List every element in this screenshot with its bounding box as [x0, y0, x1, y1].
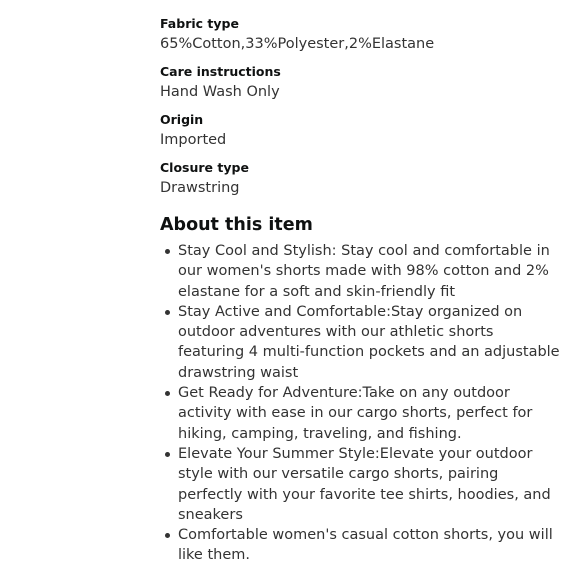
detail-fabric-type: [160, 15, 560, 55]
detail-value: Drawstring: [160, 180, 240, 196]
bullet-text: Get Ready for Adventure:Take on any outdoor activity with ease in our cargo shorts, perfect for hiking, camping, traveling, and fishing.: [178, 385, 533, 442]
bullet-dot-icon: [165, 310, 170, 315]
detail-label: Closure type: [160, 160, 249, 175]
bullet-text: Comfortable women's casual cotton shorts, you will like them.: [178, 527, 553, 564]
bullet-text: Elevate Your Summer Style:Elevate your outdoor style with our versatile cargo shorts, pairing perfectly with your favorite tee shirts, hoodies, and sneakers: [178, 445, 551, 523]
about-bullet-list: [160, 241, 560, 566]
detail-value: Hand Wash Only: [160, 84, 280, 100]
detail-origin: [160, 111, 560, 151]
list-item: [160, 525, 560, 566]
list-item: [160, 241, 560, 302]
list-item: [160, 444, 560, 525]
about-this-item-heading: About this item: [160, 215, 313, 235]
detail-label: Origin: [160, 112, 204, 127]
product-details-section: [160, 14, 560, 566]
bullet-text: Stay Active and Comfortable:Stay organized on outdoor adventures with our athletic shorts featuring 4 multi-function pockets and an adjustable drawstring waist: [178, 303, 560, 381]
bullet-dot-icon: [165, 391, 170, 396]
bullet-dot-icon: [165, 249, 170, 254]
detail-closure-type: [160, 159, 560, 199]
bullet-dot-icon: [165, 452, 170, 457]
bullet-text: Stay Cool and Stylish: Stay cool and comfortable in our women's shorts made with 98% cotton and 2% elastane for a soft and skin-friendly fit: [178, 243, 550, 300]
bullet-dot-icon: [165, 533, 170, 538]
list-item: [160, 383, 560, 444]
detail-label: Care instructions: [160, 64, 281, 79]
detail-care-instructions: [160, 63, 560, 103]
list-item: [160, 302, 560, 383]
detail-label: Fabric type: [160, 16, 239, 31]
detail-value: 65%Cotton,33%Polyester,2%Elastane: [160, 36, 435, 52]
detail-value: Imported: [160, 132, 227, 148]
